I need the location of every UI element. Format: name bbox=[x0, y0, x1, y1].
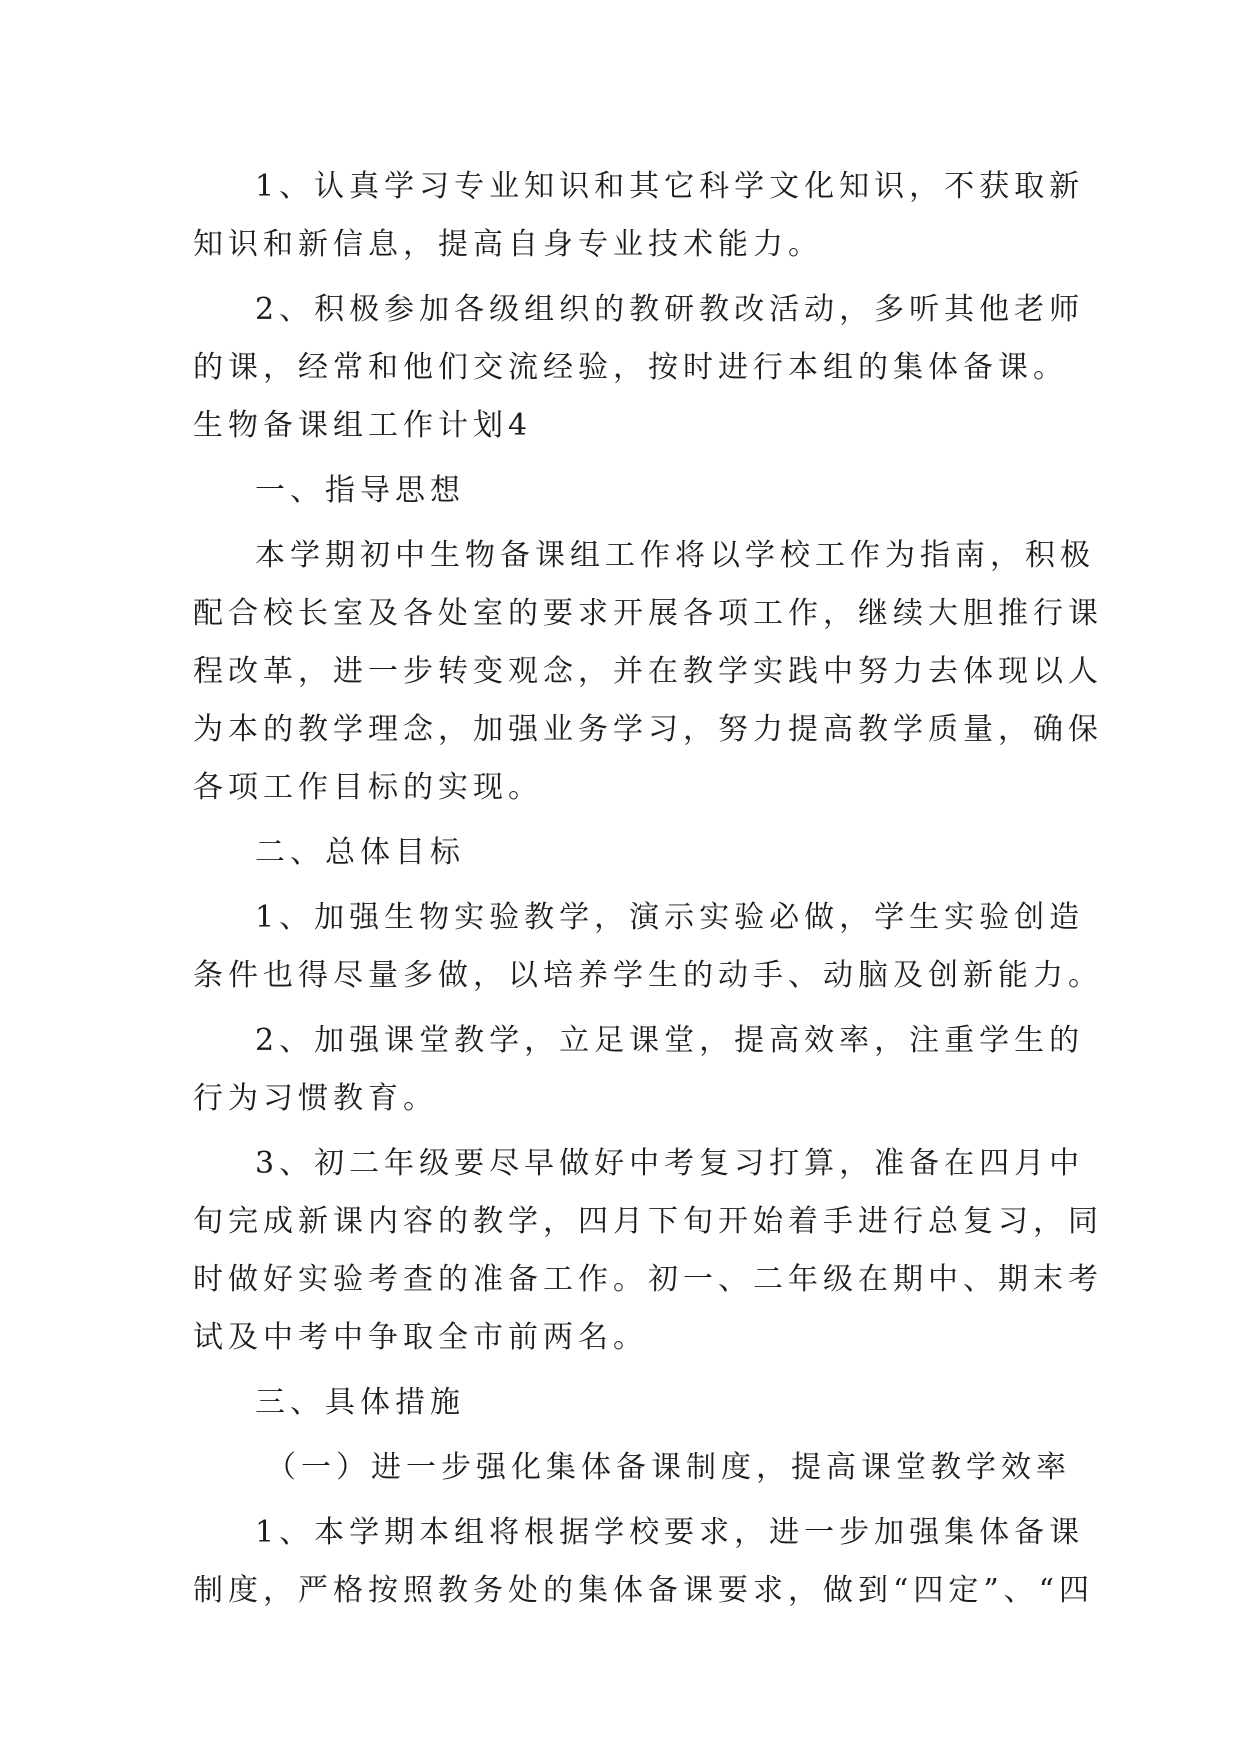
paragraph-4 bbox=[193, 889, 1103, 1005]
document-body bbox=[193, 158, 1103, 1620]
paragraph-line: 2、积极参加各级组织的教研教改活动，多听其他老师 bbox=[255, 292, 1085, 327]
paragraph-line: 为本的教学理念，加强业务学习，努力提高教学质量，确保 bbox=[193, 712, 1103, 747]
paragraph-line: 制度，严格按照教务处的集体备课要求，做到“四定”、“四 bbox=[193, 1573, 1095, 1608]
paragraph-line: 各项工作目标的实现。 bbox=[193, 770, 543, 805]
subsection-heading: （一）进一步强化集体备课制度，提高课堂教学效率 bbox=[266, 1450, 1071, 1485]
section-heading-guiding-thought: 一、指导思想 bbox=[255, 473, 465, 508]
paragraph-line: 1、加强生物实验教学，演示实验必做，学生实验创造 bbox=[255, 900, 1085, 935]
paragraph-line: 1、认真学习专业知识和其它科学文化知识，不获取新 bbox=[255, 169, 1085, 204]
paragraph-2 bbox=[193, 281, 1085, 397]
section-heading-specific-measures: 三、具体措施 bbox=[255, 1385, 465, 1420]
paragraph-line: 知识和新信息，提高自身专业技术能力。 bbox=[193, 227, 823, 262]
paragraph-5 bbox=[193, 1012, 1085, 1128]
paragraph-line: 配合校长室及各处室的要求开展各项工作，继续大胆推行课 bbox=[193, 596, 1103, 631]
paragraph-line: 试及中考中争取全市前两名。 bbox=[193, 1320, 648, 1355]
paragraph-3 bbox=[193, 527, 1103, 817]
paragraph-line: 的课，经常和他们交流经验，按时进行本组的集体备课。 bbox=[193, 350, 1068, 385]
paragraph-line: 3、初二年级要尽早做好中考复习打算，准备在四月中 bbox=[255, 1146, 1085, 1181]
paragraph-line: 条件也得尽量多做，以培养学生的动手、动脑及创新能力。 bbox=[193, 958, 1103, 993]
paragraph-line: 本学期初中生物备课组工作将以学校工作为指南，积极 bbox=[255, 538, 1095, 573]
paragraph-1 bbox=[193, 158, 1085, 274]
paragraph-line: 程改革，进一步转变观念，并在教学实践中努力去体现以人 bbox=[193, 654, 1103, 689]
document-heading: 生物备课组工作计划4 bbox=[193, 408, 533, 443]
section-heading-overall-goals: 二、总体目标 bbox=[255, 835, 465, 870]
paragraph-line: 旬完成新课内容的教学，四月下旬开始着手进行总复习，同 bbox=[193, 1204, 1103, 1239]
paragraph-6 bbox=[193, 1135, 1103, 1367]
paragraph-7 bbox=[193, 1504, 1095, 1620]
paragraph-line: 时做好实验考查的准备工作。初一、二年级在期中、期末考 bbox=[193, 1262, 1103, 1297]
paragraph-line: 1、本学期本组将根据学校要求，进一步加强集体备课 bbox=[255, 1515, 1085, 1550]
paragraph-line: 行为习惯教育。 bbox=[193, 1081, 438, 1116]
paragraph-line: 2、加强课堂教学，立足课堂，提高效率，注重学生的 bbox=[255, 1023, 1085, 1058]
